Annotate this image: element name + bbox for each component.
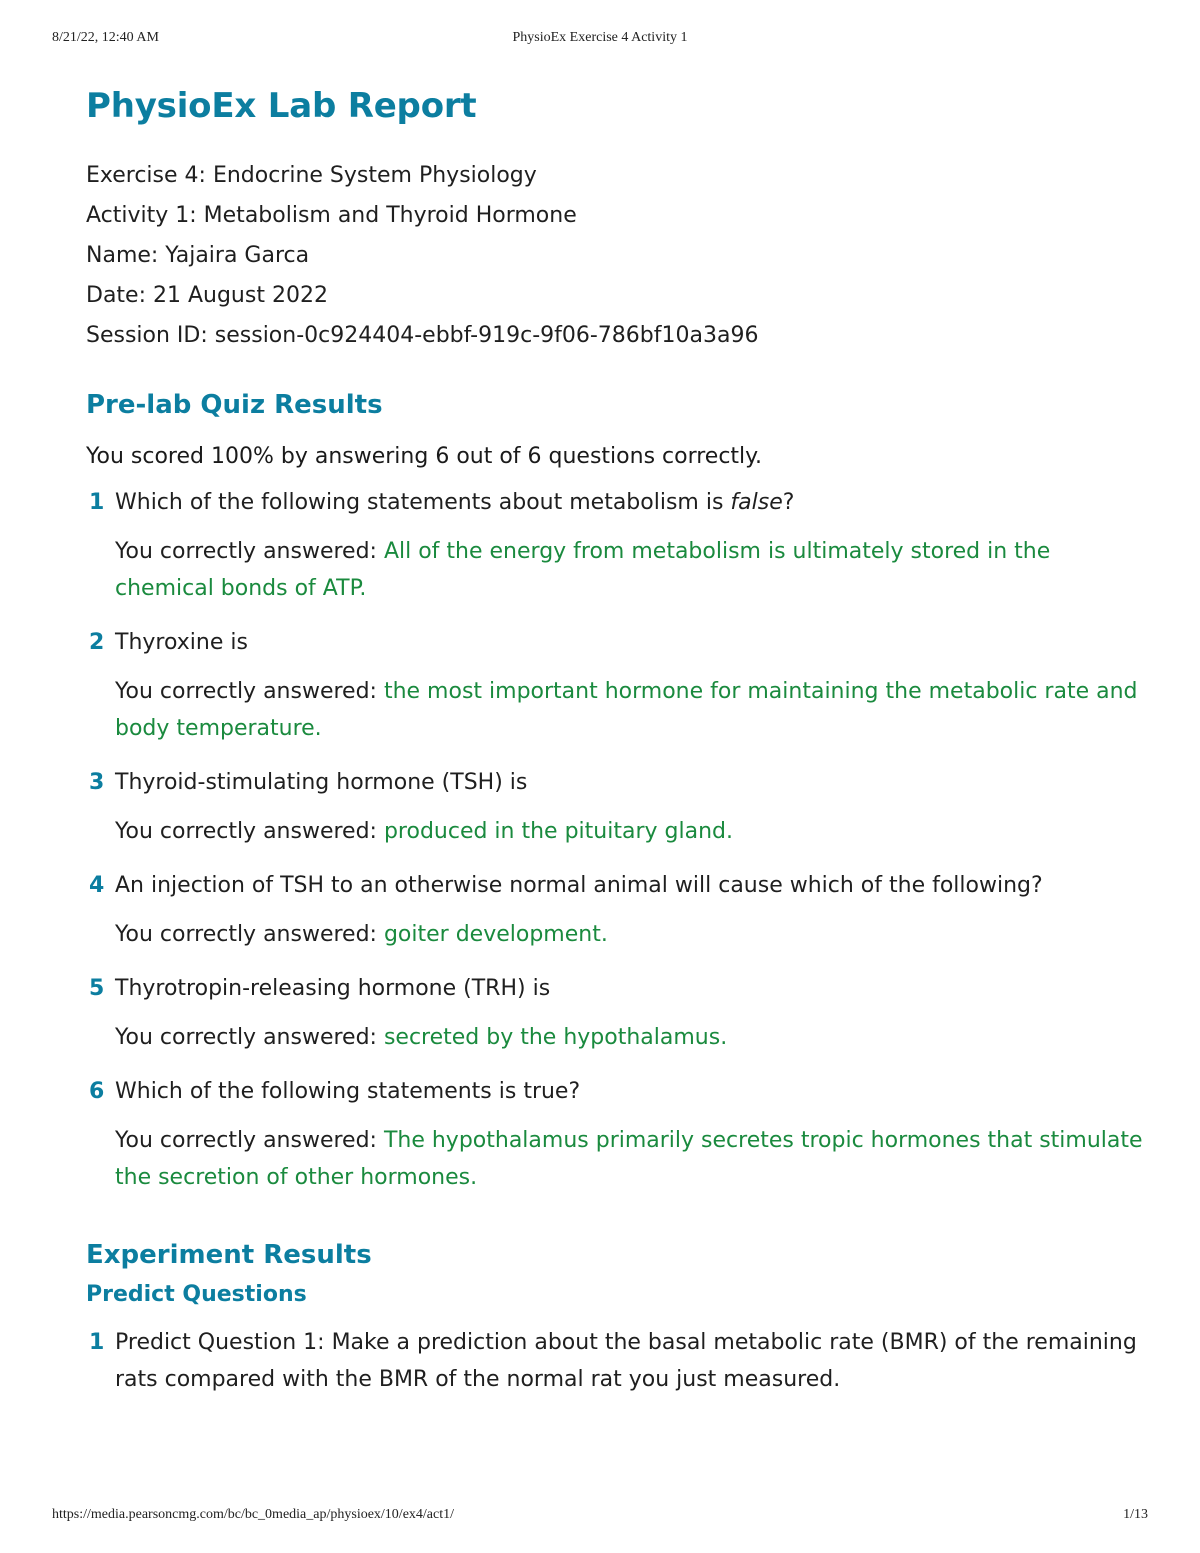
- list-item: [86, 1077, 1146, 1196]
- correct-answer: the most important hormone for maintaining the metabolic rate and body temperature.: [115, 679, 1138, 741]
- answer-prefix: You correctly answered:: [115, 922, 384, 947]
- report-meta: [86, 156, 1146, 356]
- predict-question-text: Predict Question 1: Make a prediction about the basal metabolic rate (BMR) of the remaining rats compared with the BMR of the normal rat you just measured.: [115, 1330, 1137, 1392]
- list-item: [86, 768, 1146, 850]
- prelab-question-list: [86, 488, 1146, 1196]
- name-line: Name: Yajaira Garca: [86, 243, 310, 268]
- answer-prefix: You correctly answered:: [115, 1128, 384, 1153]
- print-footer: [52, 1507, 1148, 1527]
- question-text: An injection of TSH to an otherwise normal animal will cause which of the following?: [115, 873, 1043, 898]
- answer-line: [115, 916, 1146, 953]
- answer-line: [115, 673, 1146, 747]
- question-text: Which of the following statements is true?: [115, 1079, 581, 1104]
- question-number: 1: [89, 1330, 105, 1355]
- correct-answer: All of the energy from metabolism is ultimately stored in the chemical bonds of ATP.: [115, 539, 1051, 601]
- answer-prefix: You correctly answered:: [115, 539, 384, 564]
- activity-line: Activity 1: Metabolism and Thyroid Hormone: [86, 203, 577, 228]
- quiz-score: You scored 100% by answering 6 out of 6 questions correctly.: [86, 444, 763, 469]
- list-item: [86, 1324, 1146, 1398]
- predict-heading: Predict Questions: [86, 1282, 307, 1307]
- correct-answer: secreted by the hypothalamus.: [383, 1025, 728, 1050]
- correct-answer: produced in the pituitary gland.: [383, 819, 733, 844]
- question-number: 1: [89, 490, 105, 515]
- print-datetime: 8/21/22, 12:40 AM: [52, 30, 159, 45]
- answer-prefix: You correctly answered:: [115, 1025, 384, 1050]
- question-number: 6: [89, 1079, 105, 1104]
- page-number: 1/13: [1123, 1507, 1148, 1522]
- report-title: PhysioEx Lab Report: [86, 86, 477, 126]
- list-item: [86, 628, 1146, 747]
- question-number: 2: [89, 630, 105, 655]
- list-item: [86, 871, 1146, 953]
- emphasis-word: false: [730, 490, 783, 515]
- question-number: 3: [89, 770, 105, 795]
- answer-line: [115, 533, 1146, 607]
- question-number: 4: [89, 873, 105, 898]
- report-content: [86, 86, 1146, 1398]
- list-item: [86, 488, 1146, 607]
- exercise-line: Exercise 4: Endocrine System Physiology: [86, 163, 537, 188]
- experiment-heading: Experiment Results: [86, 1240, 372, 1270]
- print-page-title: PhysioEx Exercise 4 Activity 1: [512, 30, 688, 45]
- list-item: [86, 974, 1146, 1056]
- question-text: Thyroid-stimulating hormone (TSH) is: [115, 770, 528, 795]
- question-text: Which of the following statements about metabolism is false?: [115, 490, 795, 515]
- prelab-heading: Pre-lab Quiz Results: [86, 390, 383, 420]
- source-url: https://media.pearsoncmg.com/bc/bc_0media_ap/physioex/10/ex4/act1/: [52, 1507, 455, 1522]
- question-text: Thyroxine is: [115, 630, 248, 655]
- answer-prefix: You correctly answered:: [115, 679, 384, 704]
- answer-prefix: You correctly answered:: [115, 819, 384, 844]
- answer-line: [115, 1019, 1146, 1056]
- date-line: Date: 21 August 2022: [86, 283, 328, 308]
- session-id-line: Session ID: session-0c924404-ebbf-919c-9f06-786bf10a3a96: [86, 323, 759, 348]
- correct-answer: goiter development.: [383, 922, 608, 947]
- answer-line: [115, 1122, 1146, 1196]
- question-number: 5: [89, 976, 105, 1001]
- correct-answer: The hypothalamus primarily secretes tropic hormones that stimulate the secretion of other hormones.: [115, 1128, 1143, 1190]
- answer-line: [115, 813, 1146, 850]
- print-header: [52, 30, 1148, 50]
- question-text: Thyrotropin-releasing hormone (TRH) is: [115, 976, 551, 1001]
